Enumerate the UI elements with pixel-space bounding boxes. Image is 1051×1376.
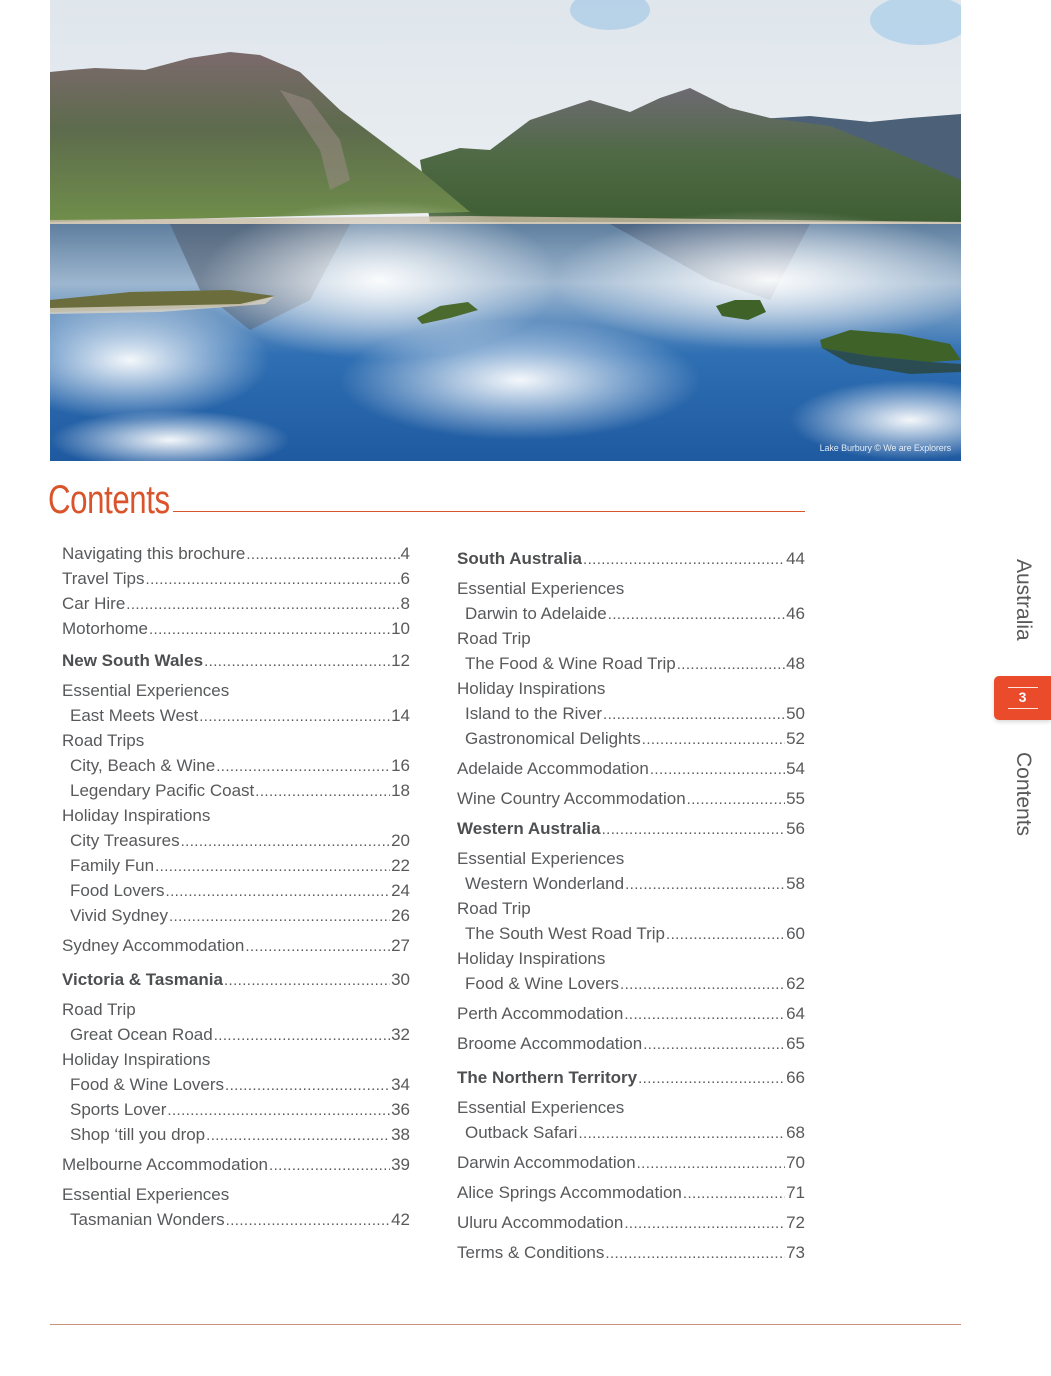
toc-page-number: 48 (786, 654, 805, 673)
toc-page-number: 32 (391, 1025, 410, 1044)
toc-page-number: 66 (786, 1068, 805, 1087)
toc-page-number: 44 (786, 549, 805, 568)
toc-page-number: 65 (786, 1034, 805, 1053)
toc-entry[interactable] (62, 853, 410, 878)
tab-line-bottom (1008, 708, 1038, 709)
toc-entry-label: Essential Experiences (457, 849, 625, 868)
dot-leader (225, 1073, 390, 1098)
toc-entry[interactable] (457, 726, 805, 751)
toc-entry[interactable] (62, 903, 410, 928)
dot-leader (677, 652, 785, 677)
toc-subheading (62, 728, 410, 753)
dot-leader (666, 922, 785, 947)
toc-subheading (457, 676, 805, 701)
toc-entry[interactable] (457, 1001, 805, 1026)
toc-entry-label: Darwin to Adelaide (465, 604, 607, 623)
toc-entry[interactable] (457, 971, 805, 996)
toc-page-number: 8 (400, 594, 410, 613)
page-label: Contents (1012, 752, 1035, 837)
tab-line-top (1008, 687, 1038, 688)
toc-entry-label: Victoria & Tasmania (62, 970, 223, 989)
toc-entry[interactable] (62, 541, 410, 566)
toc-entry[interactable] (62, 967, 410, 992)
toc-entry[interactable] (457, 1120, 805, 1145)
toc-entry-label: East Meets West (70, 706, 199, 725)
dot-leader (643, 1032, 785, 1057)
toc-page-number: 4 (400, 544, 410, 563)
toc-entry-label: Car Hire (62, 594, 126, 613)
photo-credit: Lake Burbury © We are Explorers (819, 443, 951, 453)
toc-entry-label: Alice Springs Accommodation (457, 1183, 682, 1202)
toc-entry[interactable] (62, 778, 410, 803)
dot-leader (269, 1153, 390, 1178)
toc-entry-label: Food & Wine Lovers (70, 1075, 225, 1094)
toc-entry-label: New South Wales (62, 651, 204, 670)
toc-page-number: 24 (391, 881, 410, 900)
toc-page-number: 14 (391, 706, 410, 725)
dot-leader (216, 754, 390, 779)
toc-page-number: 27 (391, 936, 410, 955)
toc-entry[interactable] (457, 1180, 805, 1205)
toc-entry[interactable] (457, 756, 805, 781)
toc-entry[interactable] (62, 878, 410, 903)
dot-leader (578, 1121, 785, 1146)
dot-leader (608, 602, 785, 627)
dot-leader (126, 592, 399, 617)
dot-leader (620, 972, 785, 997)
toc-entry-label: City Treasures (70, 831, 180, 850)
toc-page-number: 34 (391, 1075, 410, 1094)
toc-entry[interactable] (62, 1097, 410, 1122)
toc-page-number: 50 (786, 704, 805, 723)
toc-entry-label: Adelaide Accommodation (457, 759, 649, 778)
title-divider (173, 511, 805, 512)
dot-leader (650, 757, 785, 782)
toc-page-number: 55 (786, 789, 805, 808)
toc-entry[interactable] (62, 1207, 410, 1232)
toc-subheading (457, 896, 805, 921)
toc-entry-label: Tasmanian Wonders (70, 1210, 225, 1229)
dot-leader (181, 829, 390, 854)
toc-entry[interactable] (457, 651, 805, 676)
toc-entry-label: Sydney Accommodation (62, 936, 245, 955)
toc-entry-label: Essential Experiences (62, 681, 230, 700)
toc-column-right (457, 546, 805, 1265)
dot-leader (169, 904, 390, 929)
toc-page-number: 56 (786, 819, 805, 838)
toc-subheading (457, 626, 805, 651)
toc-subheading (62, 678, 410, 703)
dot-leader (206, 1123, 390, 1148)
toc-page-number: 71 (786, 1183, 805, 1202)
toc-entry-label: Legendary Pacific Coast (70, 781, 255, 800)
toc-entry-label: Essential Experiences (457, 579, 625, 598)
toc-entry-label: Island to the River (465, 704, 603, 723)
dot-leader (214, 1023, 390, 1048)
dot-leader (687, 787, 785, 812)
toc-page-number: 38 (391, 1125, 410, 1144)
toc-page-number: 46 (786, 604, 805, 623)
toc-page-number: 72 (786, 1213, 805, 1232)
toc-entry-label: The Northern Territory (457, 1068, 638, 1087)
toc-page-number: 64 (786, 1004, 805, 1023)
toc-page-number: 6 (400, 569, 410, 588)
toc-entry[interactable] (457, 1065, 805, 1090)
toc-entry[interactable] (62, 566, 410, 591)
toc-page-number: 62 (786, 974, 805, 993)
toc-entry-label: Road Trip (457, 629, 531, 648)
toc-entry[interactable] (62, 591, 410, 616)
dot-leader (583, 547, 785, 572)
dot-leader (605, 1241, 785, 1266)
toc-entry-label: The Food & Wine Road Trip (465, 654, 676, 673)
toc-entry-label: Western Australia (457, 819, 601, 838)
toc-page-number: 12 (391, 651, 410, 670)
toc-entry-label: South Australia (457, 549, 582, 568)
toc-entry-label: Sports Lover (70, 1100, 167, 1119)
toc-subheading (457, 946, 805, 971)
dot-leader (204, 649, 390, 674)
toc-entry-label: Darwin Accommodation (457, 1153, 636, 1172)
page-number: 3 (1018, 689, 1027, 705)
dot-leader (155, 854, 390, 879)
toc-page-number: 26 (391, 906, 410, 925)
toc-entry[interactable] (457, 601, 805, 626)
dot-leader (624, 1002, 785, 1027)
page-title: Contents (48, 478, 170, 522)
toc-entry[interactable] (62, 753, 410, 778)
dot-leader (602, 817, 785, 842)
toc-entry-label: Outback Safari (465, 1123, 578, 1142)
toc-entry-label: Holiday Inspirations (457, 949, 606, 968)
toc-entry-label: Travel Tips (62, 569, 145, 588)
toc-entry-label: Road Trip (457, 899, 531, 918)
dot-leader (246, 542, 399, 567)
toc-entry[interactable] (62, 1022, 410, 1047)
toc-entry[interactable] (62, 648, 410, 673)
toc-entry-label: Holiday Inspirations (62, 1050, 211, 1069)
toc-page-number: 60 (786, 924, 805, 943)
toc-entry[interactable] (457, 1150, 805, 1175)
dot-leader (166, 879, 391, 904)
toc-entry-label: Food Lovers (70, 881, 165, 900)
toc-entry-label: Perth Accommodation (457, 1004, 624, 1023)
toc-page-number: 52 (786, 729, 805, 748)
toc-entry-label: Shop ‘till you drop (70, 1125, 206, 1144)
toc-page-number: 18 (391, 781, 410, 800)
toc-column-left (62, 541, 410, 1232)
toc-entry[interactable] (62, 703, 410, 728)
toc-entry[interactable] (62, 1152, 410, 1177)
toc-entry[interactable] (457, 1210, 805, 1235)
dot-leader (226, 1208, 390, 1233)
toc-entry[interactable] (457, 871, 805, 896)
toc-entry-label: Navigating this brochure (62, 544, 246, 563)
toc-entry[interactable] (457, 546, 805, 571)
toc-entry-label: Essential Experiences (62, 1185, 230, 1204)
toc-page-number: 73 (786, 1243, 805, 1262)
dot-leader (624, 1211, 785, 1236)
toc-entry-label: Essential Experiences (457, 1098, 625, 1117)
toc-entry[interactable] (457, 1240, 805, 1265)
toc-entry-label: Uluru Accommodation (457, 1213, 624, 1232)
toc-entry-label: Western Wonderland (465, 874, 625, 893)
dot-leader (199, 704, 390, 729)
toc-entry-label: Wine Country Accommodation (457, 789, 686, 808)
dot-leader (642, 727, 785, 752)
toc-page-number: 30 (391, 970, 410, 989)
dot-leader (625, 872, 785, 897)
toc-page-number: 68 (786, 1123, 805, 1142)
toc-page-number: 39 (391, 1155, 410, 1174)
toc-entry[interactable] (62, 1072, 410, 1097)
toc-page-number: 54 (786, 759, 805, 778)
toc-page-number: 20 (391, 831, 410, 850)
dot-leader (146, 567, 400, 592)
toc-subheading (62, 997, 410, 1022)
toc-entry-label: Family Fun (70, 856, 155, 875)
toc-entry-label: Holiday Inspirations (457, 679, 606, 698)
toc-subheading (62, 1182, 410, 1207)
toc-entry-label: Food & Wine Lovers (465, 974, 620, 993)
toc-entry[interactable] (457, 816, 805, 841)
toc-entry-label: Great Ocean Road (70, 1025, 213, 1044)
toc-subheading (62, 1047, 410, 1072)
toc-entry-label: Melbourne Accommodation (62, 1155, 269, 1174)
dot-leader (683, 1181, 785, 1206)
lake-landscape-image (50, 0, 961, 461)
hero-photo (50, 0, 961, 461)
toc-page-number: 10 (391, 619, 410, 638)
toc-entry[interactable] (457, 921, 805, 946)
toc-entry-label: Holiday Inspirations (62, 806, 211, 825)
toc-subheading (457, 846, 805, 871)
dot-leader (637, 1151, 786, 1176)
dot-leader (255, 779, 390, 804)
toc-page-number: 16 (391, 756, 410, 775)
toc-entry-label: Terms & Conditions (457, 1243, 605, 1262)
dot-leader (603, 702, 785, 727)
toc-entry-label: The South West Road Trip (465, 924, 666, 943)
toc-entry-label: Broome Accommodation (457, 1034, 643, 1053)
toc-entry[interactable] (62, 933, 410, 958)
page-number-tab (994, 676, 1051, 720)
toc-page-number: 58 (786, 874, 805, 893)
toc-subheading (62, 803, 410, 828)
toc-entry-label: Vivid Sydney (70, 906, 168, 925)
toc-page-number: 70 (786, 1153, 805, 1172)
toc-entry[interactable] (62, 1122, 410, 1147)
dot-leader (149, 617, 390, 642)
dot-leader (638, 1066, 785, 1091)
section-label: Australia (1012, 559, 1035, 641)
toc-entry-label: Road Trips (62, 731, 145, 750)
dot-leader (224, 968, 390, 993)
dot-leader (245, 934, 390, 959)
toc-page-number: 22 (391, 856, 410, 875)
toc-entry[interactable] (457, 786, 805, 811)
toc-entry-label: Gastronomical Delights (465, 729, 641, 748)
toc-page-number: 36 (391, 1100, 410, 1119)
toc-entry-label: Road Trip (62, 1000, 136, 1019)
toc-page-number: 42 (391, 1210, 410, 1229)
footer-divider (50, 1324, 961, 1325)
toc-entry[interactable] (457, 1031, 805, 1056)
toc-entry[interactable] (62, 828, 410, 853)
toc-entry[interactable] (457, 701, 805, 726)
toc-subheading (457, 576, 805, 601)
toc-entry[interactable] (62, 616, 410, 641)
toc-entry-label: Motorhome (62, 619, 148, 638)
dot-leader (167, 1098, 390, 1123)
toc-entry-label: City, Beach & Wine (70, 756, 216, 775)
toc-subheading (457, 1095, 805, 1120)
